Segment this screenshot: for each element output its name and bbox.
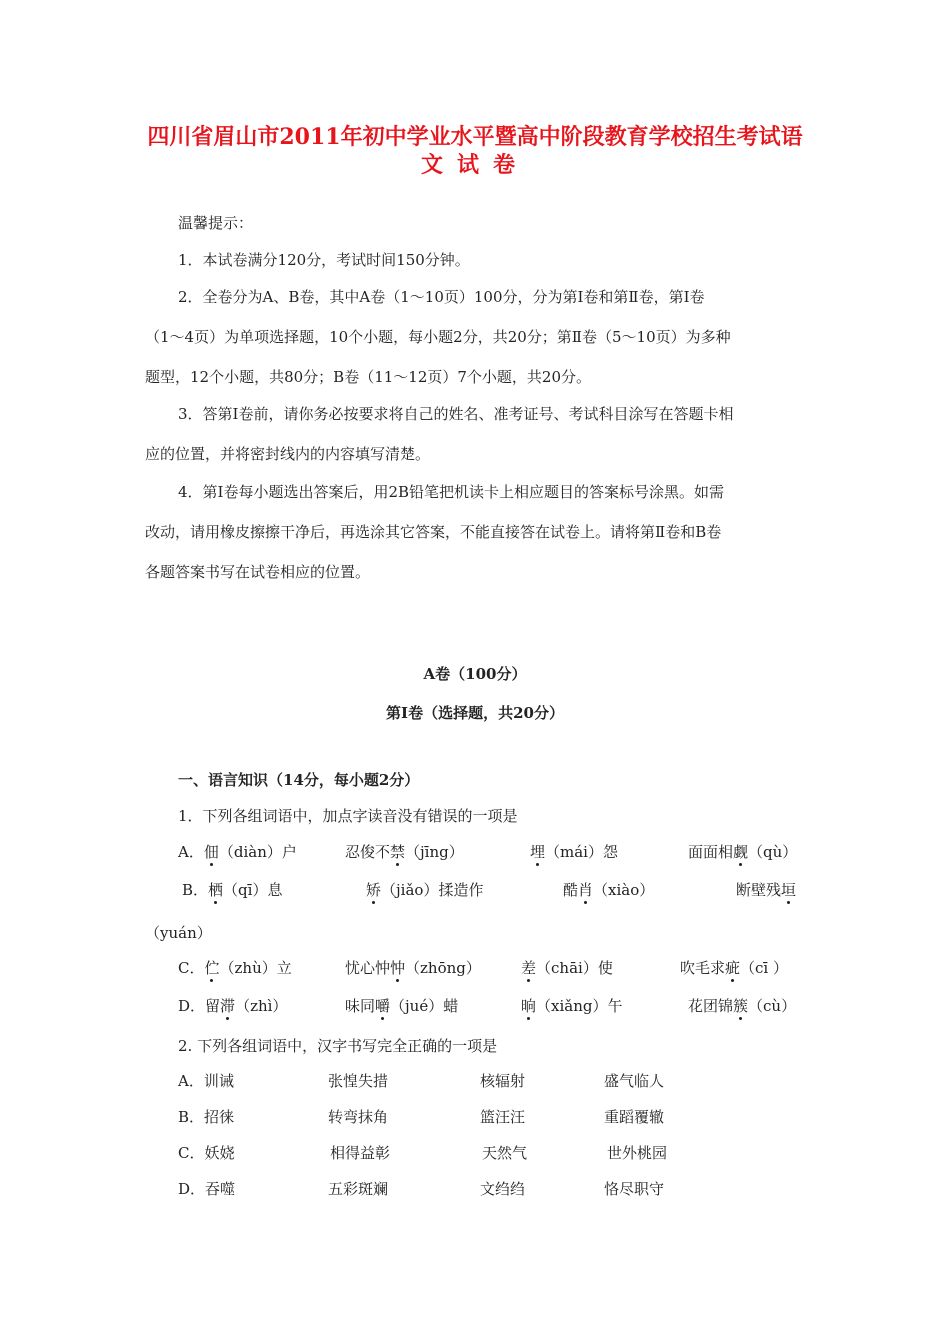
dotted-char: 禁 xyxy=(390,843,406,861)
tip-item-2-line2: （1～4页）为单项选择题，10个小题，每小题2分，共20分；第Ⅱ卷（5～10页）为多种 xyxy=(145,328,731,346)
word-suffix: （jué）蜡 xyxy=(390,997,459,1015)
word-prefix: 忧心忡 xyxy=(345,959,391,977)
tip-item-2-line3: 题型，12个小题，共80分；B卷（11～12页）7个小题，共20分。 xyxy=(145,368,592,386)
q2-option-d-word3: 文绉绉 xyxy=(480,1180,526,1198)
q1-option-c-word2 xyxy=(345,958,481,978)
word-suffix: （cù） xyxy=(748,997,797,1015)
q2-option-b-word1: B．招徕 xyxy=(178,1108,235,1126)
q1-option-c-word4 xyxy=(680,958,788,978)
q1-option-b-word4 xyxy=(736,880,796,900)
dotted-char: 忡 xyxy=(390,959,406,977)
word-prefix: 花团锦 xyxy=(688,997,734,1015)
word-prefix: 吹毛求 xyxy=(680,959,726,977)
dotted-char: 垣 xyxy=(781,881,797,899)
tip-item-4-line3: 各题答案书写在试卷相应的位置。 xyxy=(145,563,371,581)
q2-option-d-word4: 恪尽职守 xyxy=(604,1180,665,1198)
exam-title-line1: 四川省眉山市2011年初中学业水平暨高中阶段教育学校招生考试语 xyxy=(147,124,803,150)
dotted-char: 差 xyxy=(521,959,537,977)
q2-option-c-word2: 相得益彰 xyxy=(330,1144,391,1162)
q2-option-c-word4: 世外桃园 xyxy=(607,1144,668,1162)
option-label: C． xyxy=(178,959,205,977)
q2-option-a-word4: 盛气临人 xyxy=(604,1072,665,1090)
tip-item-3-line1: 3．答第Ⅰ卷前，请你务必按要求将自己的姓名、准考证号、考试科目涂写在答题卡相 xyxy=(178,405,734,423)
word-suffix: （cī ） xyxy=(740,959,788,977)
q2-option-c-word1: C．妖娆 xyxy=(178,1144,235,1162)
tip-item-4-line2: 改动，请用橡皮擦擦干净后，再选涂其它答案，不能直接答在试卷上。请将第Ⅱ卷和B卷 xyxy=(145,523,722,541)
word-suffix: （diàn）户 xyxy=(218,843,297,861)
q1-option-d-word2 xyxy=(345,996,458,1016)
tip-item-2-line1: 2．全卷分为A、B卷，其中A卷（1～10页）100分，分为第Ⅰ卷和第Ⅱ卷，第Ⅰ卷 xyxy=(178,288,705,306)
q2-option-d-word2: 五彩斑斓 xyxy=(328,1180,389,1198)
q1-option-a-word4 xyxy=(688,842,797,862)
q1-option-b-word2 xyxy=(366,880,483,900)
q2-option-a-word1: A．训诫 xyxy=(178,1072,234,1090)
word-suffix: （qù） xyxy=(748,843,798,861)
dotted-char: 嚼 xyxy=(375,997,391,1015)
q2-option-c-word3: 天然气 xyxy=(482,1144,528,1162)
word-prefix: 面面相 xyxy=(688,843,734,861)
q2-option-d-word1: D．吞噬 xyxy=(178,1180,236,1198)
word-suffix: （xiào） xyxy=(593,881,655,899)
word-suffix: （zhù）立 xyxy=(219,959,292,977)
q1-option-b-word3 xyxy=(563,880,654,900)
word-suffix: （xiǎng）午 xyxy=(536,997,623,1015)
tips-heading: 温馨提示： xyxy=(178,214,254,232)
q2-option-b-word4: 重蹈覆辙 xyxy=(604,1108,665,1126)
dotted-char: 埋 xyxy=(530,843,546,861)
q1-option-a xyxy=(178,842,297,862)
tip-item-3-line2: 应的位置，并将密封线内的内容填写清楚。 xyxy=(145,445,431,463)
tip-item-4-line1: 4．第Ⅰ卷每小题选出答案后，用2B铅笔把机读卡上相应题目的答案标号涂黑。如需 xyxy=(178,483,725,501)
dotted-char: 栖 xyxy=(208,881,224,899)
q1-option-b-word4-pinyin: （yuán） xyxy=(145,924,212,942)
q1-option-d-word3 xyxy=(521,996,622,1016)
dotted-char: 疵 xyxy=(725,959,741,977)
dotted-char: 滞 xyxy=(220,997,236,1015)
word-prefix: 忍俊不 xyxy=(345,843,391,861)
q1-option-a-word2 xyxy=(345,842,464,862)
word-prefix: 酷 xyxy=(563,881,579,899)
question-2-stem: 2. 下列各组词语中，汉字书写完全正确的一项是 xyxy=(178,1037,498,1055)
question-1-stem: 1．下列各组词语中，加点字读音没有错误的一项是 xyxy=(178,807,518,825)
word-suffix: （zhōng） xyxy=(405,959,481,977)
word-suffix: （jīng） xyxy=(405,843,464,861)
option-label: A． xyxy=(178,843,204,861)
tip-item-1: 1．本试卷满分120分，考试时间150分钟。 xyxy=(178,251,470,269)
exam-title-line2: 文试卷 xyxy=(420,152,529,178)
dotted-char: 佃 xyxy=(203,843,219,861)
dotted-char: 簇 xyxy=(733,997,749,1015)
part1-heading: 第Ⅰ卷（选择题，共20分） xyxy=(386,704,564,722)
option-label: B． xyxy=(182,881,209,899)
word-prefix: 断壁残 xyxy=(736,881,782,899)
dotted-char: 晌 xyxy=(521,997,537,1015)
q1-option-c xyxy=(178,958,292,978)
word-suffix: （zhì） xyxy=(235,997,288,1015)
word-suffix: （chāi）使 xyxy=(536,959,613,977)
q2-option-b-word2: 转弯抹角 xyxy=(328,1108,389,1126)
dotted-char: 肖 xyxy=(578,881,594,899)
q1-option-c-word3 xyxy=(521,958,613,978)
word-suffix: （mái）怨 xyxy=(545,843,618,861)
word-prefix: 味同 xyxy=(345,997,376,1015)
q2-option-a-word3: 核辐射 xyxy=(480,1072,526,1090)
section-a-heading: A卷（100分） xyxy=(423,665,527,683)
word-suffix: （jiǎo）揉造作 xyxy=(381,881,484,899)
option-label: D． xyxy=(178,997,206,1015)
q1-option-a-word3 xyxy=(530,842,618,862)
q2-option-b-word3: 篮汪汪 xyxy=(480,1108,526,1126)
q1-option-b xyxy=(182,880,282,900)
word-suffix: （qī）息 xyxy=(223,881,283,899)
q1-option-d xyxy=(178,996,287,1016)
section-language-heading: 一、语言知识（14分，每小题2分） xyxy=(178,771,420,789)
dotted-char: 矫 xyxy=(366,881,382,899)
q1-option-d-word4 xyxy=(688,996,796,1016)
q2-option-a-word2: 张惶失措 xyxy=(328,1072,389,1090)
word-prefix: 留 xyxy=(205,997,221,1015)
dotted-char: 觑 xyxy=(733,843,749,861)
dotted-char: 伫 xyxy=(204,959,220,977)
